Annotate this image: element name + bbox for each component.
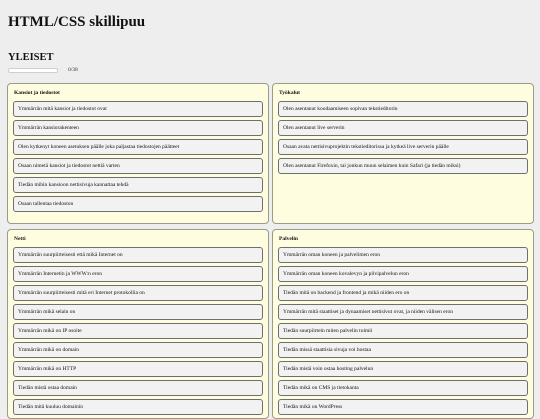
card-title: Palvelin bbox=[279, 236, 298, 242]
skill-item[interactable]: Ymmärrän mitä kansiot ja tiedostot ovat bbox=[13, 101, 263, 117]
skill-item[interactable]: Osaan avata nettisivuprojektin tekstieditorissa ja kytkeä live serverin päälle bbox=[278, 139, 528, 155]
skill-item[interactable]: Ymmärrän mikä on domain bbox=[13, 342, 263, 358]
section-progress bbox=[8, 67, 78, 73]
skill-item[interactable]: Tiedän mitä kuuluu domainin bbox=[13, 399, 263, 415]
skill-item[interactable]: Ymmärrän mitä staattiset ja dynaamiset nettisivut ovat, ja niiden välisen eron bbox=[278, 304, 528, 320]
skill-item[interactable]: Tiedän mikä on WordPress bbox=[278, 399, 528, 415]
skill-item[interactable]: Tiedän mistä voin ostaa hosting palvelun bbox=[278, 361, 528, 377]
skill-item[interactable]: Olen kytkenyt koneen asetuksen päälle joka paljastaa tiedostojen päätteet bbox=[13, 139, 263, 155]
skill-item[interactable]: Tiedän mihin kansioon nettisivuja kannattaa tehdä bbox=[13, 177, 263, 193]
skill-item[interactable]: Tiedän mistä ostaa domain bbox=[13, 380, 263, 396]
skill-item[interactable]: Ymmärrän oman koneen ja palvelimen eron bbox=[278, 247, 528, 263]
card-title: Kansiot ja tiedostot bbox=[14, 90, 60, 96]
skill-item[interactable]: Olen asentanut koodaamiseen sopivan tekstieditorin bbox=[278, 101, 528, 117]
card-title: Työkalut bbox=[279, 90, 300, 96]
skill-item[interactable]: Olen asentanut Firefoxin, tai jonkun muun selaimen kuin Safari (ja tiedän miksi) bbox=[278, 158, 528, 174]
card-tyokalut bbox=[272, 83, 534, 224]
skill-item[interactable]: Ymmärrän Internetin ja WWW:n eron bbox=[13, 266, 263, 282]
card-title: Netti bbox=[14, 236, 26, 242]
skill-item[interactable]: Ymmärrän oman koneen kovalevyn ja pilvipalvelun eron bbox=[278, 266, 528, 282]
skill-item[interactable]: Tiedän mitä on backend ja frontend ja mikä niiden ero on bbox=[278, 285, 528, 301]
skill-item[interactable]: Osaan tallentaa tiedoston bbox=[13, 196, 263, 212]
card-palvelin bbox=[272, 229, 534, 419]
skill-item[interactable]: Ymmärrän mikä selain on bbox=[13, 304, 263, 320]
progress-count: 0/38 bbox=[68, 67, 78, 73]
skill-item[interactable]: Olen asentanut live serverin bbox=[278, 120, 528, 136]
skill-item[interactable]: Tiedän mikä on CMS ja tietokanta bbox=[278, 380, 528, 396]
skill-item[interactable]: Ymmärrän suurpiirteisesti että mikä Internet on bbox=[13, 247, 263, 263]
progress-bar bbox=[8, 68, 58, 73]
card-netti bbox=[7, 229, 269, 419]
page-title: HTML/CSS skillipuu bbox=[8, 14, 146, 30]
skill-item[interactable]: Ymmärrän kansiorakenteen bbox=[13, 120, 263, 136]
section-title: YLEISET bbox=[8, 52, 54, 63]
skill-item[interactable]: Osaan nimetä kansiot ja tiedostot nettiä varten bbox=[13, 158, 263, 174]
skill-item[interactable]: Tiedän suurpiirtein miten palvelin toimii bbox=[278, 323, 528, 339]
card-kansiot-ja-tiedostot bbox=[7, 83, 269, 224]
skill-item[interactable]: Tiedän missä staattisia sivuja voi hostaa bbox=[278, 342, 528, 358]
skill-item[interactable]: Ymmärrän mikä on IP osoite bbox=[13, 323, 263, 339]
skill-item[interactable]: Ymmärrän suurpiirteisesti mitä eri Internet protokollia on bbox=[13, 285, 263, 301]
skill-item[interactable]: Ymmärrän mikä on HTTP bbox=[13, 361, 263, 377]
